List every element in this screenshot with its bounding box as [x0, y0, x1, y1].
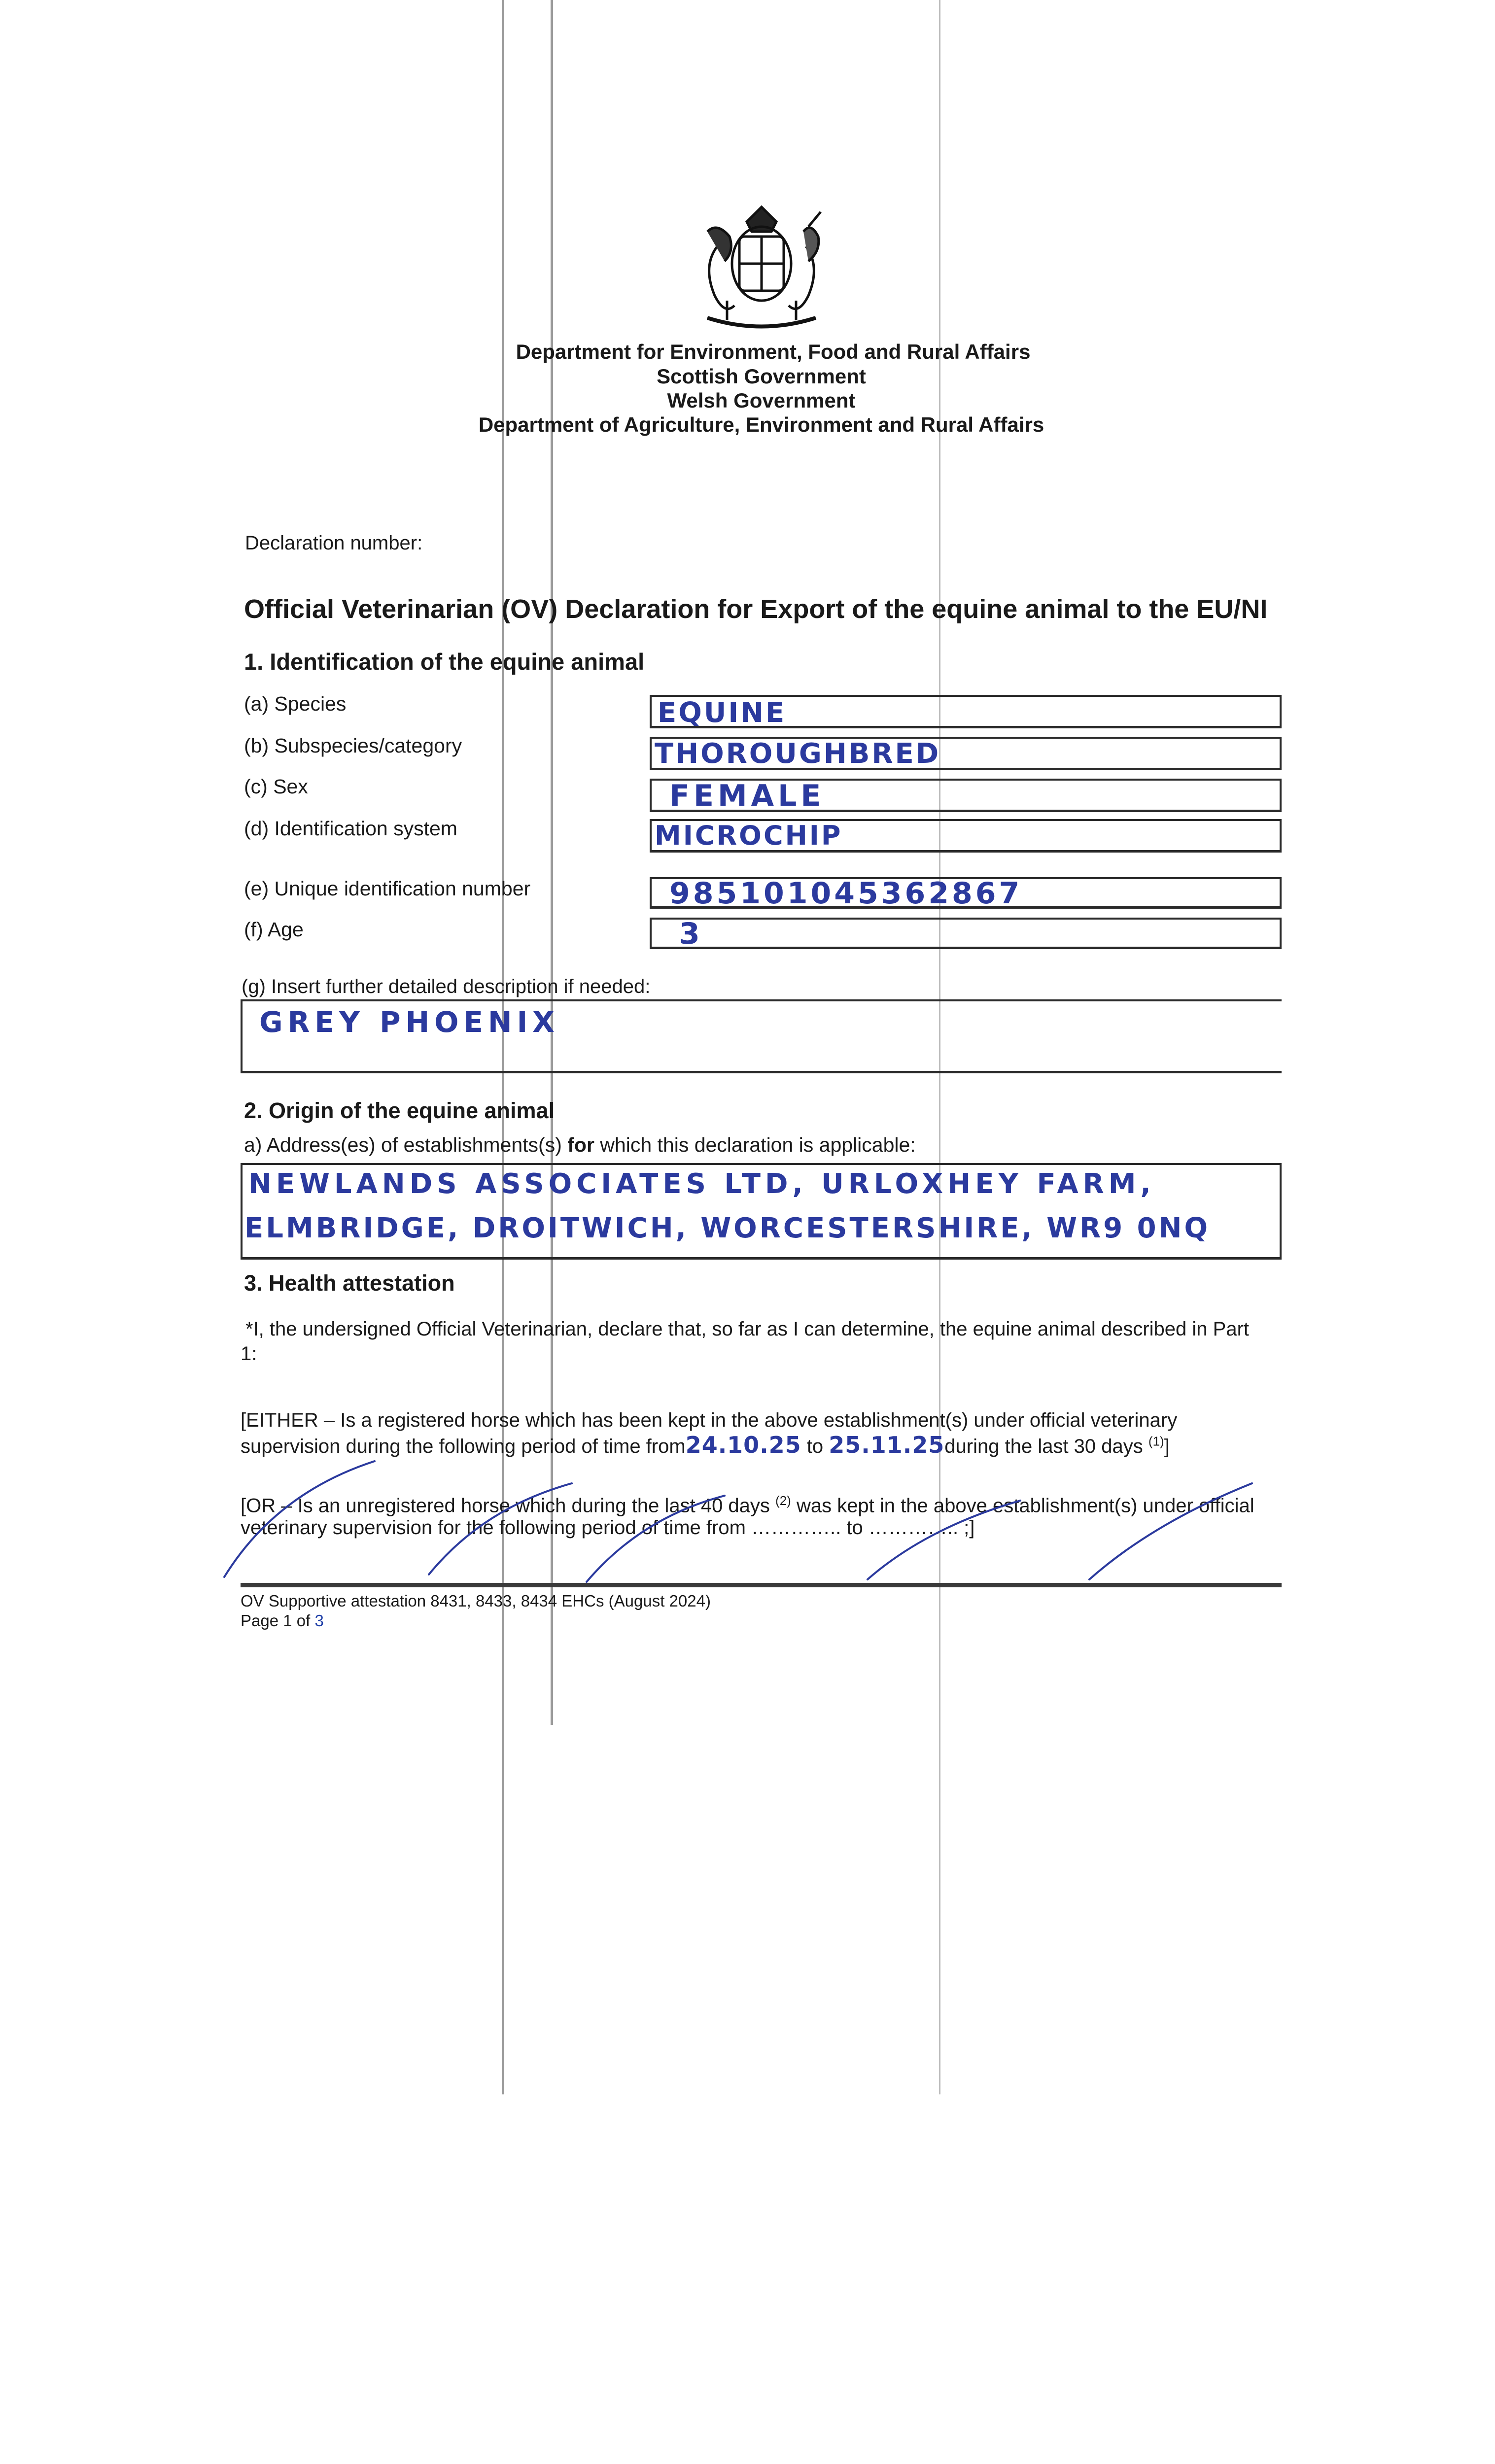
- subspecies-field[interactable]: [650, 737, 1282, 770]
- org-line-defra: Department for Environment, Food and Rural Affairs: [516, 340, 1031, 363]
- address-field[interactable]: [241, 1163, 1282, 1260]
- either-line2-post: during the last 30 days: [944, 1436, 1143, 1457]
- either-line1: [EITHER – Is a registered horse which has been kept in the above establishment(s) under official veterinary: [241, 1409, 1178, 1431]
- or-line2: veterinary supervision for the following period of time from ………….. to ………….. ;]: [241, 1517, 975, 1539]
- either-date-from: 24.10.25: [685, 1432, 801, 1458]
- attestation-intro-line2: 1:: [241, 1343, 257, 1365]
- scan-line-2: [551, 0, 553, 1725]
- age-label: (f) Age: [244, 918, 304, 941]
- attestation-intro-line1: *I, the undersigned Official Veterinarian, declare that, so far as I can determine, the equine animal described in Part: [245, 1318, 1249, 1340]
- sex-field[interactable]: [650, 779, 1282, 812]
- either-end: ]: [1164, 1436, 1170, 1457]
- unique-id-field[interactable]: [650, 877, 1282, 909]
- org-line-daera: Department of Agriculture, Environment and Rural Affairs: [478, 413, 1044, 436]
- unique-id-label: (e) Unique identification number: [244, 877, 531, 900]
- org-line-welshgov: Welsh Government: [667, 389, 856, 412]
- either-line2-pre: supervision during the following period of time from: [241, 1436, 686, 1457]
- footer-page-number: [241, 1611, 324, 1630]
- address-label-bold: for: [567, 1133, 594, 1156]
- description-label: (g) Insert further detailed description if needed:: [242, 976, 651, 997]
- age-value: 3: [679, 917, 702, 951]
- or-line1: [241, 1493, 1254, 1517]
- either-to: to: [806, 1436, 824, 1457]
- either-date-to: 25.11.25: [829, 1432, 945, 1458]
- unique-id-value: 985101045362867: [669, 876, 1023, 911]
- section1-heading: 1. Identification of the equine animal: [244, 649, 645, 675]
- address-label: [244, 1133, 916, 1157]
- subspecies-value: THOROUGHBRED: [655, 738, 941, 770]
- address-line-1: NEWLANDS ASSOCIATES LTD, URLOXHEY FARM,: [248, 1168, 1155, 1200]
- org-line-scotgov: Scottish Government: [657, 365, 866, 388]
- footer-rule: [241, 1583, 1282, 1587]
- page-title: Official Veterinarian (OV) Declaration for Export of the equine animal to the EU/NI: [244, 594, 1268, 624]
- age-field[interactable]: [650, 918, 1282, 949]
- or-line1-pre: [OR – Is an unregistered horse which during the last 40 days: [241, 1495, 776, 1517]
- section2-heading: 2. Origin of the equine animal: [244, 1098, 555, 1123]
- species-label: (a) Species: [244, 692, 347, 715]
- description-value: GREY PHOENIX: [259, 1005, 559, 1039]
- royal-coat-of-arms-icon: [688, 202, 835, 335]
- identification-system-label: (d) Identification system: [244, 817, 457, 840]
- identification-system-value: MICROCHIP: [655, 820, 843, 851]
- either-footnote-ref: (1): [1148, 1434, 1164, 1449]
- or-line1-post: was kept in the above establishment(s) under official: [791, 1495, 1254, 1517]
- declaration-number-label: Declaration number:: [245, 532, 423, 554]
- address-label-pre: a) Address(es) of establishments(s): [244, 1133, 568, 1156]
- either-line2: [241, 1432, 1170, 1458]
- description-field[interactable]: [241, 999, 1282, 1073]
- identification-system-field[interactable]: [650, 819, 1282, 853]
- species-field[interactable]: [650, 695, 1282, 728]
- footer-page-total: 3: [314, 1611, 324, 1630]
- footer-page-pre: Page 1 of: [241, 1611, 315, 1630]
- subspecies-label: (b) Subspecies/category: [244, 734, 462, 757]
- section3-heading: 3. Health attestation: [244, 1270, 455, 1296]
- sex-label: (c) Sex: [244, 775, 308, 798]
- address-line-2: ELMBRIDGE, DROITWICH, WORCESTERSHIRE, WR9 0NQ: [244, 1212, 1211, 1244]
- footer-attestation-ref: OV Supportive attestation 8431, 8433, 8434 EHCs (August 2024): [241, 1592, 711, 1610]
- address-label-post: which this declaration is applicable:: [594, 1133, 916, 1156]
- or-footnote-ref: (2): [775, 1493, 791, 1508]
- sex-value: FEMALE: [669, 779, 825, 813]
- species-value: EQUINE: [658, 697, 787, 729]
